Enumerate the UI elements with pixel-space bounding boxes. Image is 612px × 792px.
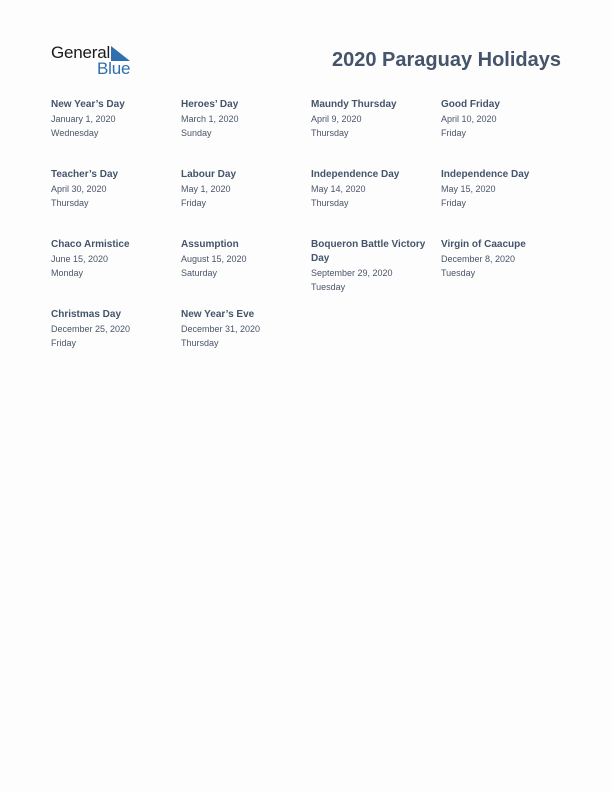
holiday-item — [441, 168, 566, 210]
logo-text-blue: Blue — [97, 59, 131, 78]
holiday-weekday: Sunday — [181, 128, 212, 138]
holiday-name: New Year’s Eve — [181, 309, 255, 320]
logo-text-general: General — [51, 43, 111, 62]
holiday-date: January 1, 2020 — [51, 114, 116, 124]
holiday-item — [181, 238, 306, 280]
holiday-name: Teacher’s Day — [51, 169, 119, 180]
holiday-date: December 31, 2020 — [181, 324, 261, 334]
holiday-item — [311, 98, 436, 140]
holiday-weekday: Friday — [441, 128, 467, 138]
holiday-date: December 8, 2020 — [441, 254, 516, 264]
holiday-name: Boqueron Battle Victory Day — [311, 239, 426, 264]
holiday-item — [441, 98, 566, 140]
holiday-item — [181, 308, 306, 350]
holiday-item — [181, 98, 306, 140]
generalblue-logo — [51, 43, 141, 79]
holiday-weekday: Thursday — [311, 198, 349, 208]
holiday-name: Assumption — [181, 239, 239, 250]
holiday-date: May 14, 2020 — [311, 184, 366, 194]
holiday-weekday: Wednesday — [51, 128, 99, 138]
holiday-date: April 9, 2020 — [311, 114, 362, 124]
holiday-item — [441, 238, 566, 280]
holiday-weekday: Thursday — [51, 198, 89, 208]
holiday-name: Virgin of Caacupe — [441, 239, 526, 250]
holiday-date: March 1, 2020 — [181, 114, 239, 124]
holiday-date: June 15, 2020 — [51, 254, 109, 264]
holiday-item — [51, 168, 176, 210]
holiday-item — [51, 238, 176, 280]
holiday-item — [51, 98, 176, 140]
holiday-name: Independence Day — [311, 169, 400, 180]
holiday-name: Good Friday — [441, 99, 500, 110]
holiday-date: May 1, 2020 — [181, 184, 231, 194]
holiday-weekday: Tuesday — [311, 282, 346, 292]
holiday-weekday: Monday — [51, 268, 84, 278]
holiday-name: Heroes’ Day — [181, 99, 239, 110]
holiday-date: September 29, 2020 — [311, 268, 393, 278]
holiday-weekday: Thursday — [181, 338, 219, 348]
page-title: 2020 Paraguay Holidays — [331, 49, 561, 71]
holiday-item — [311, 168, 436, 210]
holiday-weekday: Friday — [441, 198, 467, 208]
holiday-item — [181, 168, 306, 210]
holiday-name: New Year’s Day — [51, 99, 125, 110]
holiday-date: August 15, 2020 — [181, 254, 247, 264]
holiday-name: Maundy Thursday — [311, 99, 397, 110]
holiday-weekday: Friday — [51, 338, 77, 348]
holiday-date: April 10, 2020 — [441, 114, 497, 124]
holiday-name: Christmas Day — [51, 309, 122, 320]
holiday-date: April 30, 2020 — [51, 184, 107, 194]
holiday-weekday: Saturday — [181, 268, 218, 278]
holiday-name: Chaco Armistice — [51, 239, 130, 250]
holiday-weekday: Thursday — [311, 128, 349, 138]
holiday-item — [51, 308, 176, 350]
holiday-date: December 25, 2020 — [51, 324, 131, 334]
holiday-item — [311, 238, 436, 294]
holiday-weekday: Friday — [181, 198, 207, 208]
holiday-date: May 15, 2020 — [441, 184, 496, 194]
holiday-weekday: Tuesday — [441, 268, 476, 278]
holiday-name: Labour Day — [181, 169, 237, 180]
holiday-name: Independence Day — [441, 169, 530, 180]
